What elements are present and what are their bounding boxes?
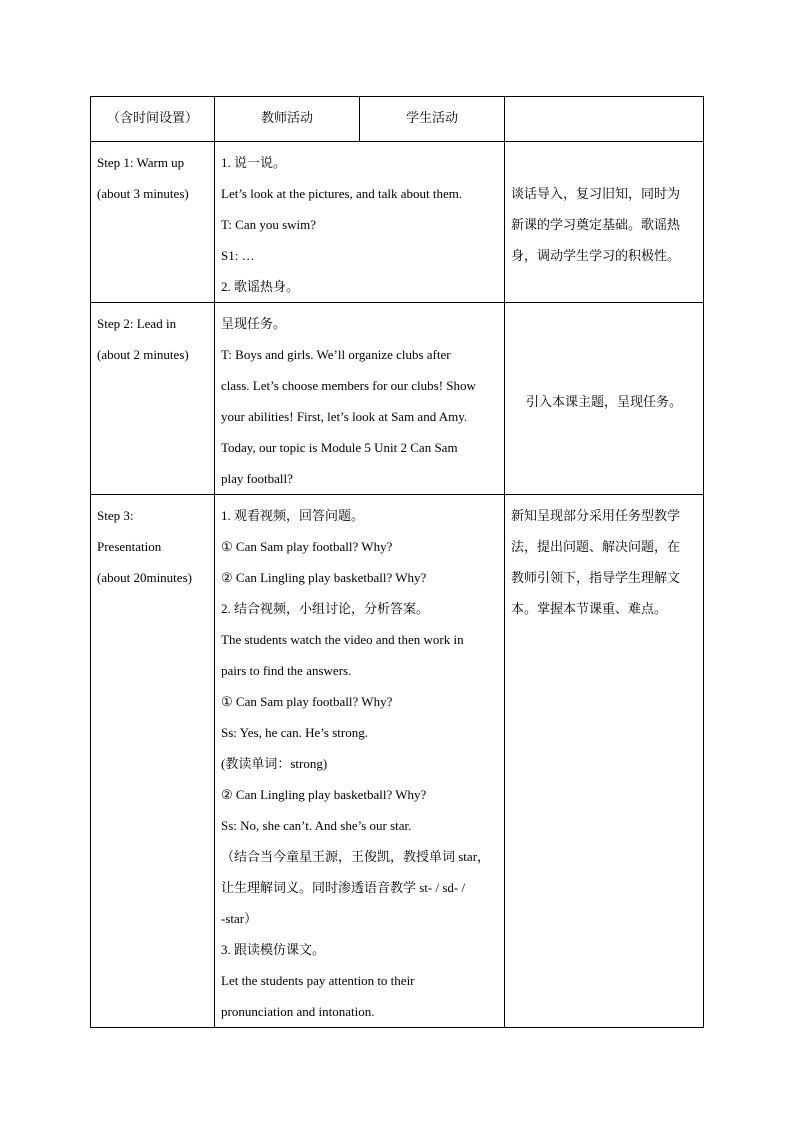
header-student-activity: 学生活动: [360, 97, 505, 142]
header-design: [505, 97, 704, 142]
header-time: （含时间设置）: [91, 97, 215, 142]
design-cell-3: 新知呈现部分采用任务型教学 法，提出问题、解决问题，在 教师引领下，指导学生理解文 本。掌握本节课重、难点。: [505, 495, 704, 1028]
activity-cell-2: 呈现任务。 T: Boys and girls. We’ll organize clubs after class. Let’s choose members for our clubs! Show your abilities! First, let’s look at Sam and Amy. Today, our topic is Module 5 Unit 2 Can Sam play football?: [215, 303, 505, 495]
lesson-plan-table: [90, 96, 704, 1028]
header-teacher-activity: 教师活动: [215, 97, 360, 142]
design-cell-2: 引入本课主题，呈现任务。: [505, 303, 704, 495]
step-row-1: [91, 142, 704, 303]
step-row-3: [91, 495, 704, 1028]
step-label-2: Step 2: Lead in (about 2 minutes): [91, 303, 215, 495]
step-label-1: Step 1: Warm up (about 3 minutes): [91, 142, 215, 303]
step-label-3: Step 3: Presentation (about 20minutes): [91, 495, 215, 1028]
header-row: [91, 97, 704, 142]
step-row-2: [91, 303, 704, 495]
design-cell-1: 谈话导入，复习旧知，同时为 新课的学习奠定基础。歌谣热 身，调动学生学习的积极性。: [505, 142, 704, 303]
activity-cell-3: 1. 观看视频，回答问题。 ① Can Sam play football? Why? ② Can Lingling play basketball? Why? 2. 结合视频，小组讨论，分析答案。 The students watch the video and then work in pairs to find the answers. ① Can Sam play football? Why? Ss: Yes, he can. He’s strong. (教读单词：strong) ② Can Lingling play basketball? Why? Ss: No, she can’t. And she’s our star. （结合当今童星王源，王俊凯，教授单词 star， 让生理解词义。同时渗透语音教学 st- / sd- / -star） 3. 跟读模仿课文。 Let the students pay attention to their pronunciation and intonation.: [215, 495, 505, 1028]
activity-cell-1: 1. 说一说。 Let’s look at the pictures, and talk about them. T: Can you swim? S1: … 2. 歌谣热身。: [215, 142, 505, 303]
